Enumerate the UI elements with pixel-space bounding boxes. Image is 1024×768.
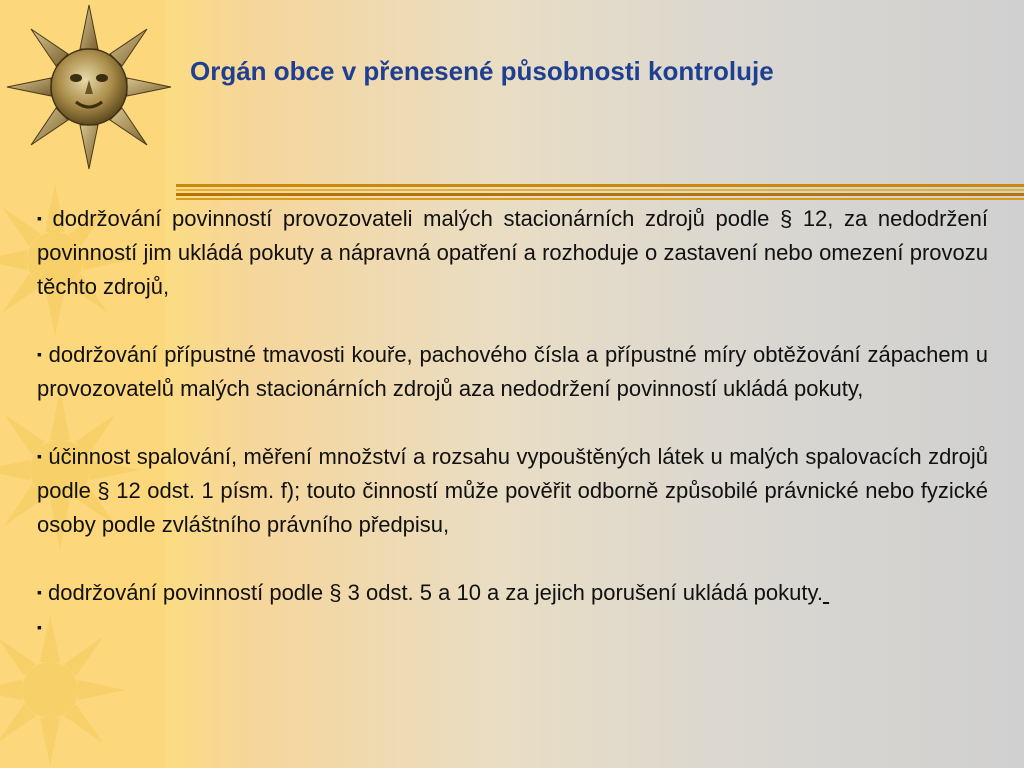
page-title: Orgán obce v přenesené působnosti kontroluje [190,56,774,86]
bullet-icon: ▪ [37,448,43,464]
bullet-icon: ▪ [37,584,42,600]
bullet-icon: ▪ [37,346,43,362]
bullet-icon: ▪ [37,619,42,635]
list-item: ▪ dodržování povinností podle § 3 odst. 5 a 10 a za jejich porušení ukládá pokuty. [37,575,988,610]
list-item: ▪ dodržování přípustné tmavosti kouře, pachového čísla a přípustné míry obtěžování zápachem u provozovatelů malých stacionárních zdrojů aza nedodržení povinností ukládá pokuty, [37,342,988,401]
list-item: ▪ dodržování povinností provozovateli malých stacionárních zdrojů podle § 12, za nedodržení povinností jim ukládá pokuty a nápravná opatření a rozhoduje o zastavení nebo omezení provozu těchto zdrojů, [37,206,988,299]
text-cursor-mark [823,580,829,605]
bullet-list [37,201,988,645]
sun-face-icon [4,2,174,172]
bullet-icon: ▪ [37,210,47,226]
empty-list-item [37,610,988,645]
list-item: ▪ účinnost spalování, měření množství a rozsahu vypouštěných látek u malých spalovacích zdrojů podle § 12 odst. 1 písm. f); touto činností může pověřit odborně způsobilé právnické nebo fyzické osoby podle zvláštního právního předpisu, [37,444,988,537]
